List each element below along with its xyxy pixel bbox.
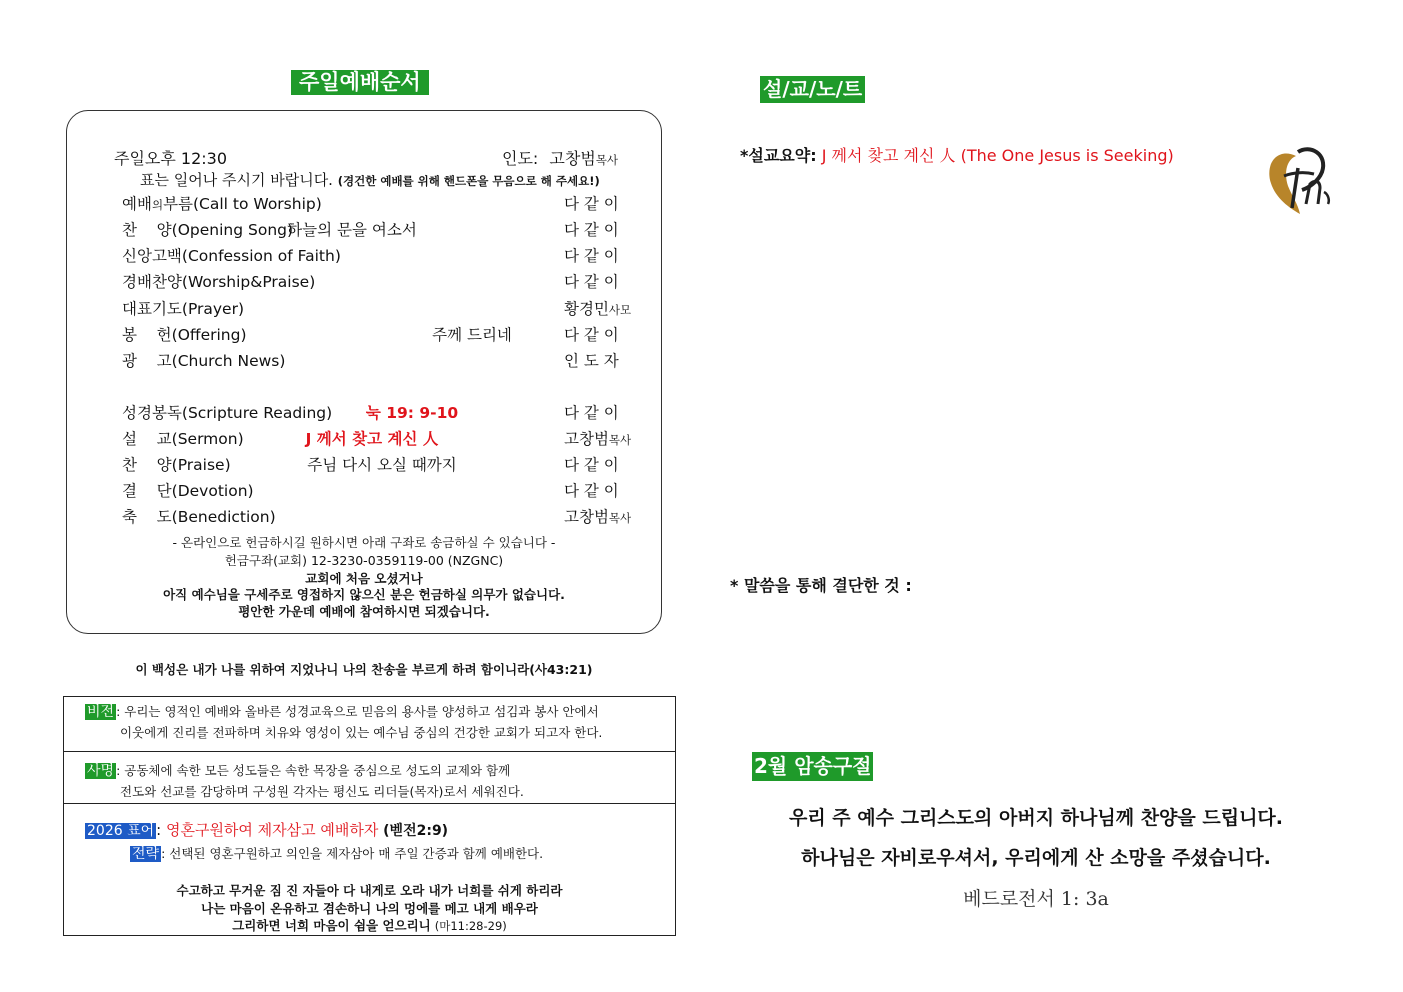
order-item bbox=[122, 244, 642, 268]
mission-tag: 사명 bbox=[87, 763, 115, 779]
motto-text: 영혼구원하여 제자삼고 예배하자 bbox=[165, 821, 379, 839]
order-item bbox=[122, 505, 642, 529]
closing-verse-2: 나는 마음이 온유하고 겸손하니 나의 멍에를 메고 내게 배우라 bbox=[201, 901, 538, 916]
order-item-label: 찬 양(Praise) bbox=[122, 456, 231, 474]
order-item-leader bbox=[564, 297, 631, 319]
vision-text: : 우리는 영적인 예배와 올바른 성경교육으로 믿음의 용사를 양성하고 섬김과 봉사 안에서 bbox=[116, 704, 599, 719]
order-item-leader-title: 목사 bbox=[608, 433, 632, 447]
order-item-leader: 다 같 이 bbox=[564, 221, 619, 239]
order-item-content: 하늘의 문을 여소서 bbox=[287, 221, 417, 239]
strategy-text: : 선택된 영혼구원하고 의인을 제자삼아 매 주일 간증과 함께 예배한다. bbox=[161, 846, 544, 861]
vision-tag: 비전 bbox=[87, 704, 115, 720]
online-offering-note: - 온라인으로 헌금하시길 원하시면 아래 구좌로 송금하실 수 있습니다 - bbox=[172, 535, 556, 550]
order-item-leader bbox=[564, 505, 631, 527]
order-item bbox=[122, 349, 642, 373]
order-item-leader-name: 고창범 bbox=[564, 430, 609, 448]
closing-verse-ref: (마11:28-29) bbox=[434, 919, 507, 933]
order-item-label: 찬 양(Opening Song) bbox=[122, 221, 294, 239]
divider bbox=[64, 803, 675, 804]
strategy-line bbox=[130, 843, 543, 863]
mission-text: : 공동체에 속한 모든 성도들은 속한 목장을 중심으로 성도의 교제와 함께 bbox=[116, 763, 511, 778]
stand-note-text: 표는 일어나 주시기 바랍니다. bbox=[140, 171, 333, 189]
order-item-leader-name: 황경민 bbox=[564, 300, 609, 318]
order-item-leader bbox=[564, 427, 631, 449]
order-item bbox=[122, 297, 642, 321]
closing-verse-3-text: 그리하면 너희 마음이 쉼을 얻으리니 bbox=[232, 918, 431, 933]
sermon-summary bbox=[740, 143, 1174, 166]
motto-line: 2026 표어 : 영혼구원하여 제자삼고 예배하자 (벧전2:9) bbox=[87, 821, 449, 839]
order-item-label: 설 교(Sermon) bbox=[122, 430, 244, 448]
order-item-leader: 인 도 자 bbox=[564, 352, 619, 370]
motto-ref: (벧전2:9) bbox=[383, 823, 449, 839]
vision-line-1 bbox=[85, 701, 599, 721]
phone-note: (경건한 예배를 위해 핸드폰을 무음으로 해 주세요!) bbox=[337, 174, 600, 188]
offering-account: 헌금구좌(교회) 12-3230-0359119-00 (NZGNC) bbox=[224, 553, 504, 568]
leader-info bbox=[502, 146, 618, 169]
newcomer-line-1: 교회에 처음 오셨거나 bbox=[305, 571, 423, 586]
sermon-summary-text: J 께서 찾고 계신 人 (The One Jesus is Seeking) bbox=[821, 146, 1174, 165]
order-item-leader: 다 같 이 bbox=[564, 247, 619, 265]
order-item-content: J 께서 찾고 계신 人 bbox=[305, 430, 439, 448]
order-item bbox=[122, 401, 642, 425]
order-item-content: 주께 드리네 bbox=[432, 326, 512, 344]
memory-verse-title: 2월 암송구절 bbox=[752, 752, 873, 781]
order-item-leader: 다 같 이 bbox=[564, 404, 619, 422]
sermon-note-title: 설/교/노/트 bbox=[760, 76, 865, 103]
closing-verse-1: 수고하고 무거운 짐 진 자들아 다 내게로 오라 내가 너희를 쉬게 하리라 bbox=[176, 883, 563, 898]
order-item-label: 축 도(Benediction) bbox=[122, 508, 276, 526]
vision-line-2: 이웃에게 진리를 전파하며 치유와 영성이 있는 예수님 중심의 건강한 교회가 되고자 한다. bbox=[120, 725, 603, 740]
newcomer-line-2: 아직 예수님을 구세주로 영접하지 않으신 분은 헌금하실 의무가 없습니다. bbox=[163, 587, 565, 602]
memory-verse-ref: 베드로전서 1: 3a bbox=[963, 888, 1109, 910]
order-item-leader: 다 같 이 bbox=[564, 273, 619, 291]
order-item-leader-name: 고창범 bbox=[564, 508, 609, 526]
order-item bbox=[122, 479, 642, 503]
order-item-leader-title: 목사 bbox=[608, 511, 632, 525]
divider bbox=[64, 751, 675, 752]
order-item-content: 주님 다시 오실 때까지 bbox=[307, 456, 457, 474]
memory-verse-line-2: 하나님은 자비로우셔서, 우리에게 산 소망을 주셨습니다. bbox=[801, 847, 1271, 869]
order-item bbox=[122, 270, 642, 294]
order-item-leader: 다 같 이 bbox=[564, 326, 619, 344]
order-item-leader: 다 같 이 bbox=[564, 195, 619, 213]
order-item-label: 광 고(Church News) bbox=[122, 352, 286, 370]
order-item-label: 예배 bbox=[122, 195, 152, 213]
order-item-label: 결 단(Devotion) bbox=[122, 482, 254, 500]
order-item-content: 눅 19: 9-10 bbox=[365, 404, 459, 422]
order-item bbox=[122, 323, 642, 347]
order-item-label: 성경봉독(Scripture Reading) bbox=[122, 404, 333, 422]
order-item-leader: 다 같 이 bbox=[564, 482, 619, 500]
order-item bbox=[122, 453, 642, 477]
order-item-label-rest: 부름(Call to Worship) bbox=[163, 195, 322, 213]
order-item-label: 대표기도(Prayer) bbox=[122, 300, 245, 318]
leader-title: 목사 bbox=[595, 153, 618, 167]
order-item-label: 봉 헌(Offering) bbox=[122, 326, 247, 344]
church-logo-icon bbox=[1262, 146, 1336, 216]
service-time: 주일오후 12:30 bbox=[114, 149, 228, 168]
mission-line-1 bbox=[85, 760, 510, 780]
newcomer-line-3: 평안한 가운데 예배에 참여하시면 되겠습니다. bbox=[238, 604, 490, 619]
stand-note bbox=[140, 169, 600, 190]
church-logo bbox=[1262, 146, 1336, 216]
strategy-tag: 전략 bbox=[132, 846, 160, 862]
worship-order-title: 주일예배순서 bbox=[291, 70, 429, 95]
memory-verse-line-1: 우리 주 예수 그리스도의 아버지 하나님께 찬양을 드립니다. bbox=[788, 807, 1284, 829]
order-item-leader: 다 같 이 bbox=[564, 456, 619, 474]
order-item-label: 경배찬양(Worship&Praise) bbox=[122, 273, 316, 291]
order-item-label: 신앙고백(Confession of Faith) bbox=[122, 247, 341, 265]
closing-verse-3 bbox=[63, 916, 676, 934]
order-item bbox=[122, 192, 642, 216]
order-item bbox=[122, 218, 642, 242]
order-item bbox=[122, 427, 642, 451]
sermon-summary-label: *설교요약: bbox=[740, 146, 817, 165]
decision-label: * 말씀을 통해 결단한 것 : bbox=[730, 576, 912, 595]
mission-line-2: 전도와 선교를 감당하며 구성원 각자는 평신도 리더들(목자)로서 세워진다. bbox=[120, 784, 524, 799]
church-verse: 이 백성은 내가 나를 위하여 지었나니 나의 찬송을 부르게 하려 함이니라(사43:21) bbox=[135, 662, 593, 677]
leader-label: 인도: bbox=[502, 149, 539, 168]
motto-tag: 2026 표어 bbox=[87, 823, 155, 839]
order-item-leader-title: 사모 bbox=[608, 303, 632, 317]
order-item-label-small: 의 bbox=[151, 198, 164, 212]
leader-name: 고창범 bbox=[549, 149, 596, 168]
